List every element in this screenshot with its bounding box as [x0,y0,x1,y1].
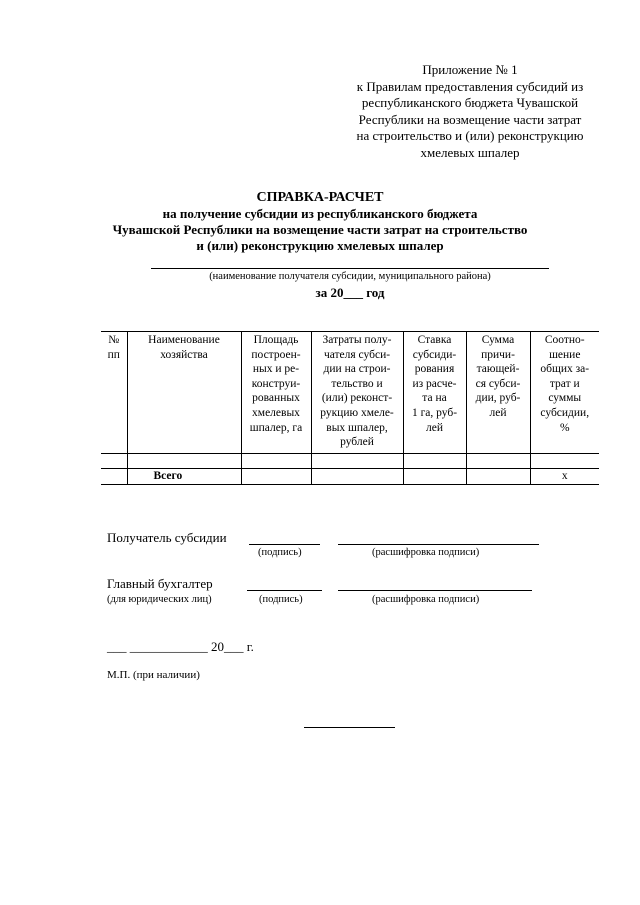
header-cell-farm-name: Наименование хозяйства [127,332,241,454]
table-cell [466,454,530,469]
title-line: Чувашской Республики на возмещение части затрат на строительство [112,222,528,237]
recipient-name-caption: (наименование получателя субсидии, муниципального района) [209,271,491,282]
table-cell [403,469,466,485]
footer-separator [304,727,395,728]
table-cell [466,469,530,485]
table-row [101,454,599,469]
table-cell [530,454,599,469]
appendix-line: к Правилам предоставления субсидий из [356,78,584,94]
accountant-note: (для юридических лиц) [107,594,212,605]
header-cell-costs: Затраты полу- чателя субси- дии на строи- тельство и (или) реконст- рукцию хмеле- вых шпалер, рублей [311,332,403,454]
accountant-transcript-line [338,590,532,591]
appendix-line: хмелевых шпалер [420,144,520,160]
header-cell-number: № пп [101,332,127,454]
accountant-label: Главный бухгалтер [107,576,213,591]
year-line: за 20___ год [315,285,385,300]
appendix-line: Республики на возмещение части затрат [358,111,582,127]
accountant-transcript-caption: (расшифровка подписи) [372,594,480,605]
title-main: СПРАВКА-РАСЧЕТ [256,190,384,205]
recipient-transcript-line [338,544,539,545]
table-header-row [101,332,599,454]
appendix-line: Приложение № 1 [422,62,518,77]
accountant-signature-line [247,590,322,591]
appendix-line: республиканского бюджета Чувашской [361,95,579,111]
table-total-row [101,469,599,485]
recipient-signature-line [249,544,320,545]
header-cell-ratio: Соотно- шение общих за- трат и суммы субсидии, % [530,332,599,454]
header-cell-rate: Ставка субсиди- рования из расче- та на 1 га, руб- лей [403,332,466,454]
title-line: на получение субсидии из республиканского бюджета [162,206,478,221]
recipient-label: Получатель субсидии [107,530,227,545]
appendix-line: на строительство и (или) реконструкцию [356,128,584,144]
calculation-table [101,331,599,485]
stamp-note: М.П. (при наличии) [107,669,200,681]
recipient-name-line [151,268,549,269]
accountant-signature-caption: (подпись) [259,594,303,605]
title-line: и (или) реконструкцию хмелевых шпалер [196,238,444,253]
table-cell [101,469,127,485]
table-cell [311,454,403,469]
total-ratio-mark: х [530,469,599,485]
total-label: Всего [127,469,241,485]
table-cell [241,469,311,485]
header-cell-area: Площадь построен- ных и ре- конструи- рованных хмелевых шпалер, га [241,332,311,454]
document-title [40,189,600,254]
table-cell [241,454,311,469]
table-cell [311,469,403,485]
recipient-transcript-caption: (расшифровка подписи) [372,547,480,558]
recipient-signature-caption: (подпись) [258,547,302,558]
appendix-header [330,62,610,162]
table-cell [127,454,241,469]
table-cell [403,454,466,469]
table-cell [101,454,127,469]
date-line: ___ ____________ 20___ г. [107,639,254,654]
header-cell-subsidy-sum: Сумма причи- тающей- ся субси- дии, руб- лей [466,332,530,454]
